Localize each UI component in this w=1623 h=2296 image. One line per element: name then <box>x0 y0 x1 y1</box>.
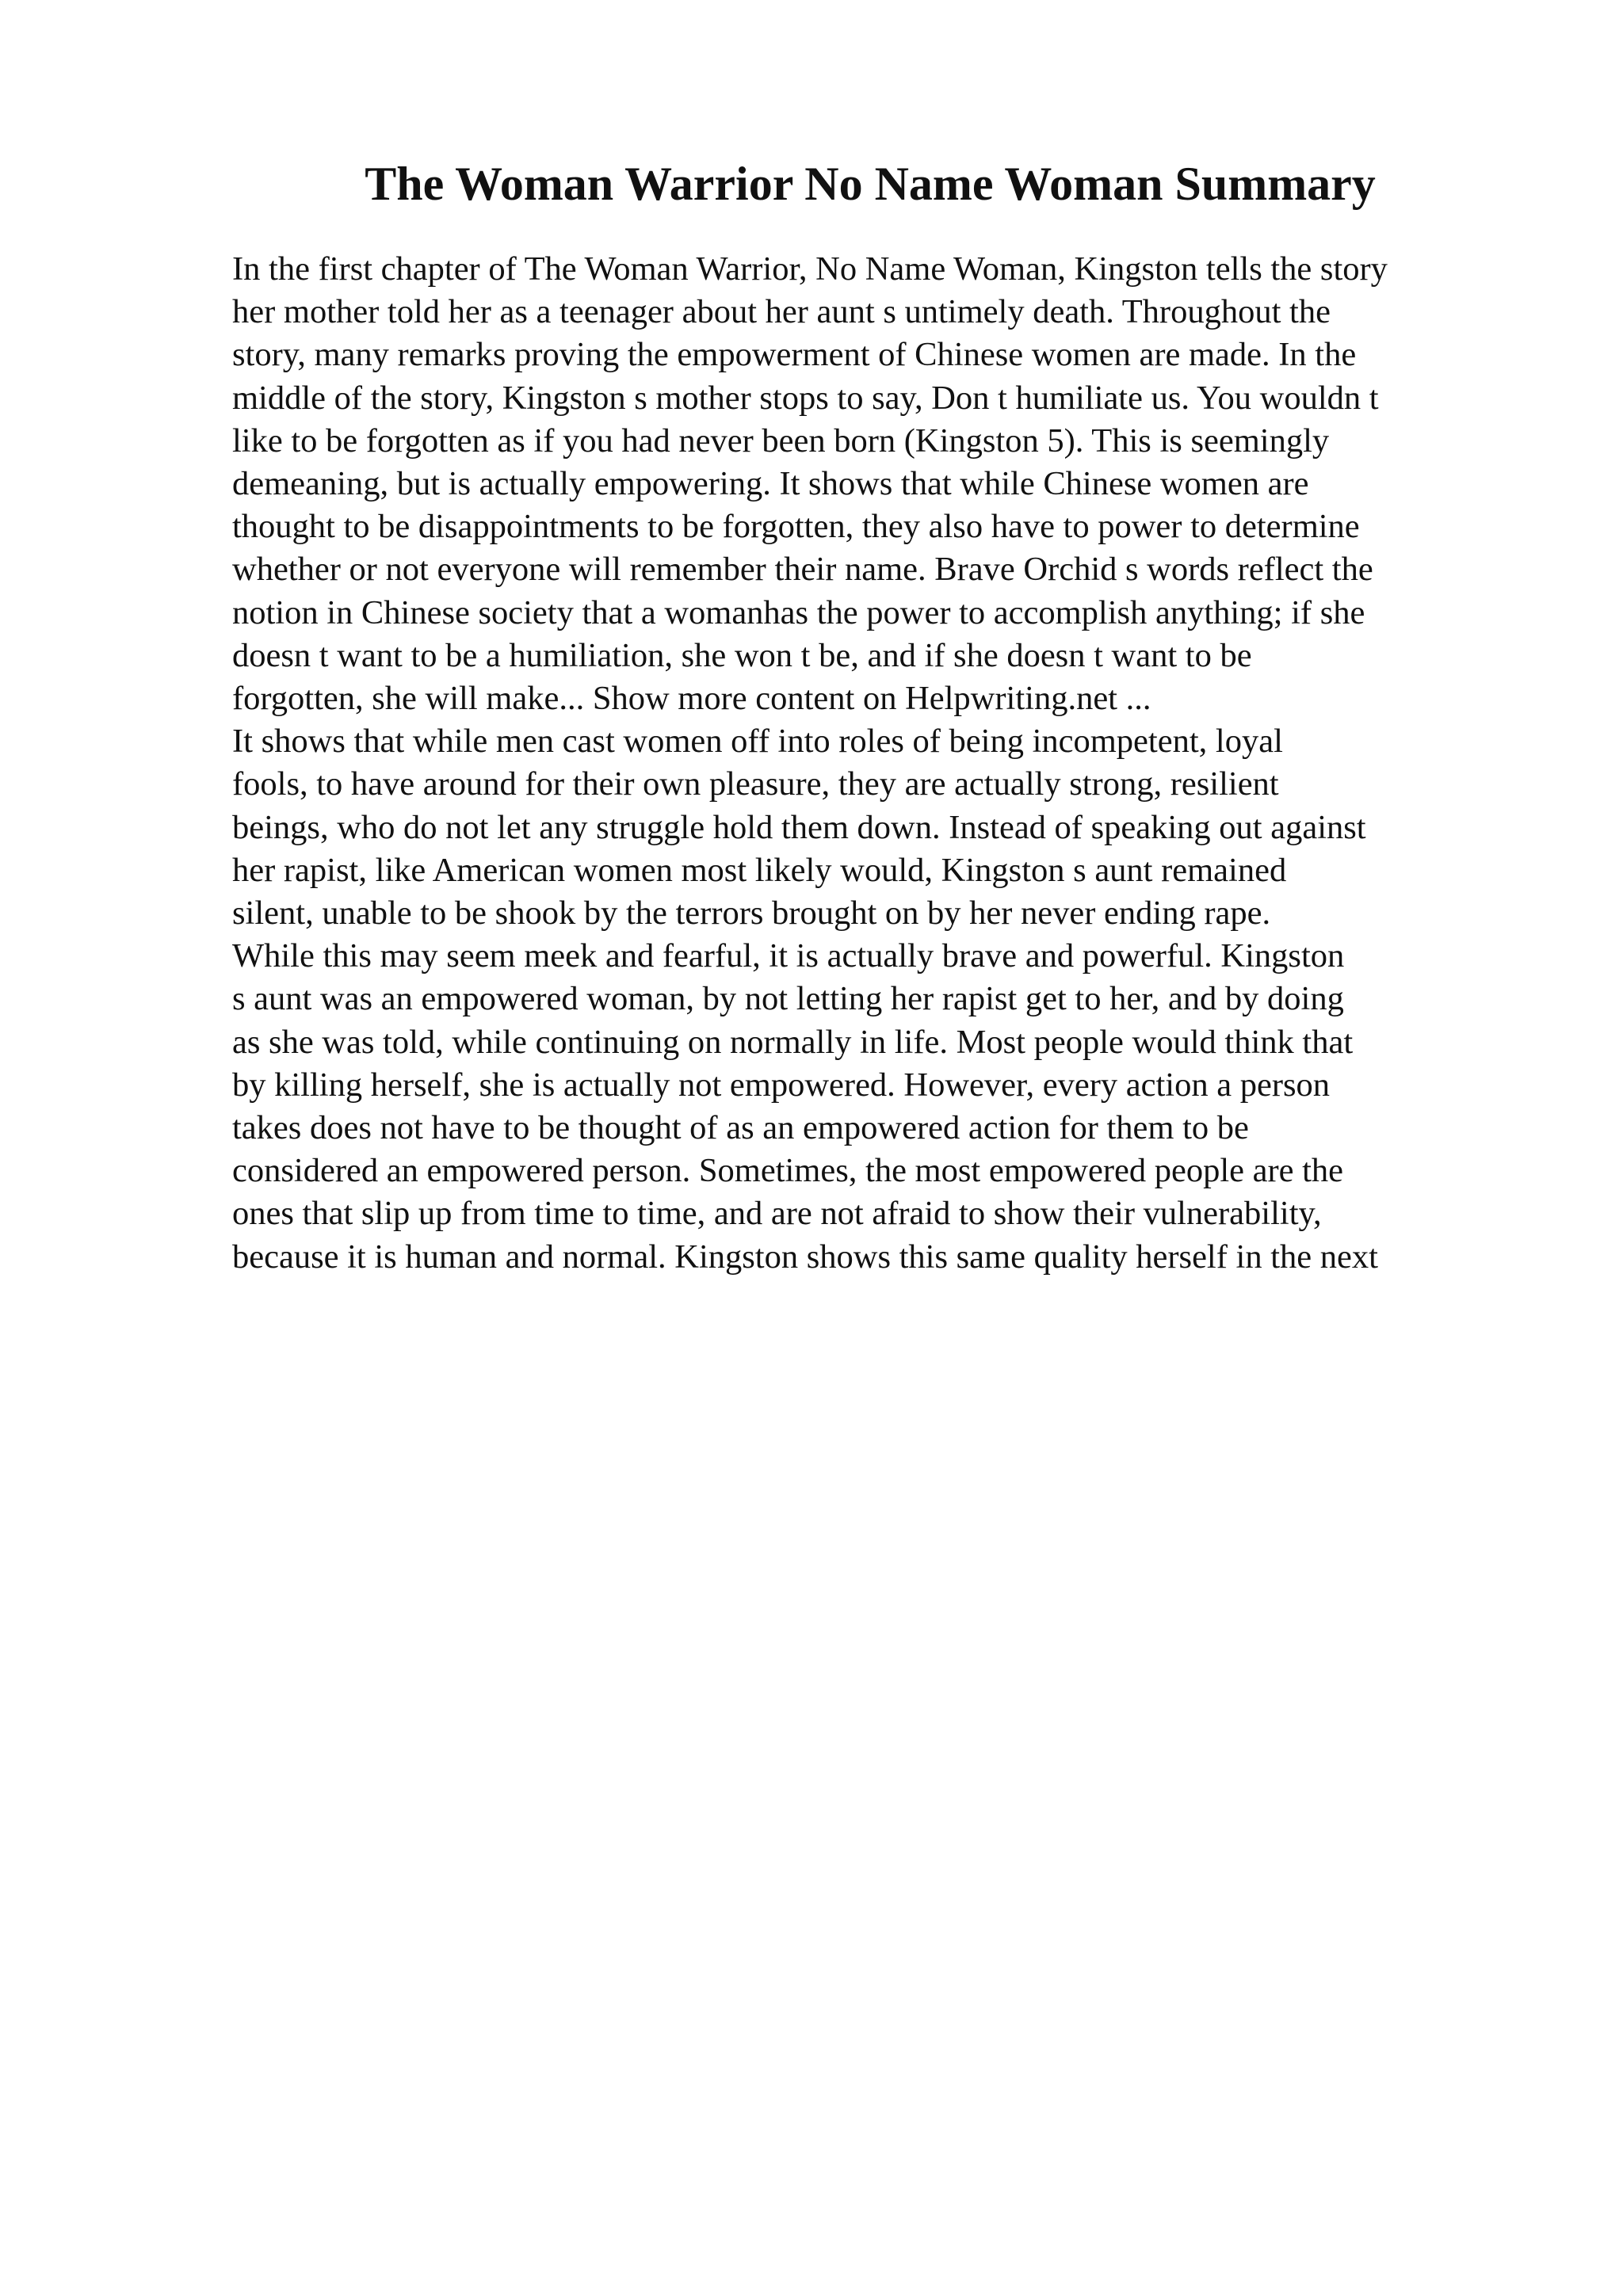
body-line: In the first chapter of The Woman Warrior, No Name Woman, Kingston tells the story <box>232 250 1388 288</box>
body-line: middle of the story, Kingston s mother stops to say, Don t humiliate us. You wouldn t <box>232 379 1379 417</box>
body-line: her mother told her as a teenager about her aunt s untimely death. Throughout the <box>232 293 1331 331</box>
body-line: her rapist, like American women most likely would, Kingston s aunt remained <box>232 851 1287 889</box>
body-line: silent, unable to be shook by the terrors brought on by her never ending rape. <box>232 894 1271 933</box>
body-line: notion in Chinese society that a womanhas the power to accomplish anything; if she <box>232 593 1365 631</box>
document-title: The Woman Warrior No Name Woman Summary <box>365 158 1376 210</box>
body-line: story, many remarks proving the empowerment of Chinese women are made. In the <box>232 336 1357 374</box>
body-line: beings, who do not let any struggle hold them down. Instead of speaking out against <box>232 808 1366 846</box>
body-line: takes does not have to be thought of as an empowered action for them to be <box>232 1109 1249 1147</box>
body-line: s aunt was an empowered woman, by not letting her rapist get to her, and by doing <box>232 980 1344 1018</box>
document-body <box>232 248 1611 1279</box>
body-line: considered an empowered person. Sometimes, the most empowered people are the <box>232 1152 1344 1190</box>
body-line: It shows that while men cast women off into roles of being incompetent, loyal <box>232 723 1283 761</box>
body-line: forgotten, she will make... Show more content on Helpwriting.net ... <box>232 680 1151 718</box>
body-line: While this may seem meek and fearful, it is actually brave and powerful. Kingston <box>232 937 1345 975</box>
body-line: demeaning, but is actually empowering. It shows that while Chinese women are <box>232 465 1309 503</box>
body-line: by killing herself, she is actually not empowered. However, every action a person <box>232 1066 1331 1104</box>
body-line: fools, to have around for their own pleasure, they are actually strong, resilient <box>232 765 1279 803</box>
body-line: like to be forgotten as if you had never been born (Kingston 5). This is seemingly <box>232 421 1330 460</box>
body-line: doesn t want to be a humiliation, she won t be, and if she doesn t want to be <box>232 636 1252 674</box>
body-line: as she was told, while continuing on normally in life. Most people would think that <box>232 1023 1354 1061</box>
body-line: thought to be disappointments to be forgotten, they also have to power to determine <box>232 508 1360 546</box>
body-line: because it is human and normal. Kingston shows this same quality herself in the next <box>232 1238 1378 1276</box>
body-line: ones that slip up from time to time, and are not afraid to show their vulnerability, <box>232 1195 1322 1233</box>
body-line: whether or not everyone will remember their name. Brave Orchid s words reflect the <box>232 551 1373 589</box>
